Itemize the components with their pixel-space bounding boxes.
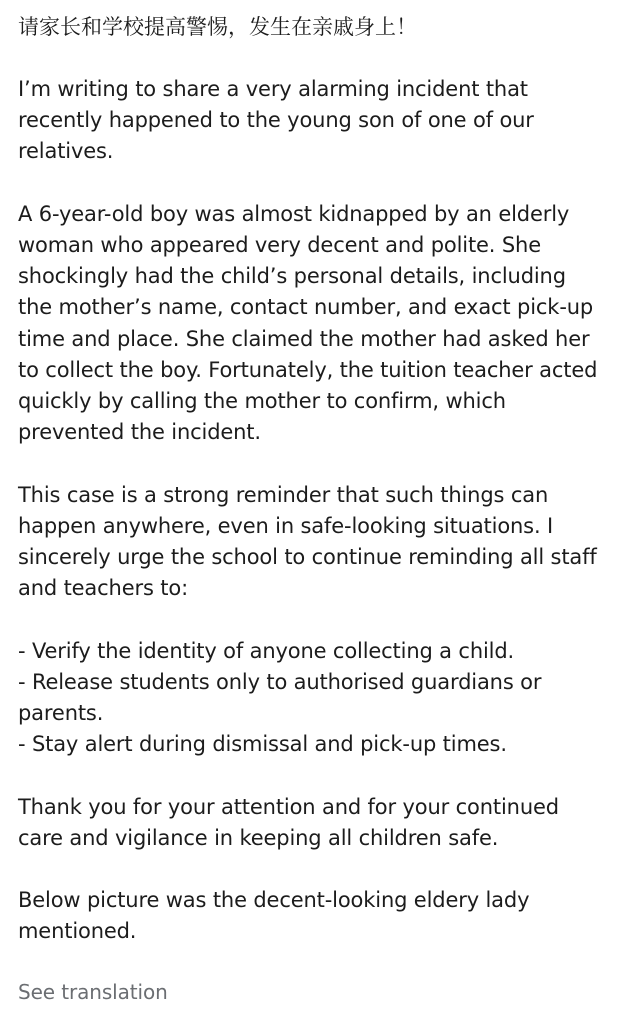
list-item: parents. [18, 701, 104, 726]
text-line: Below picture was the decent-looking eldery lady [18, 888, 530, 913]
text-line: recently happened to the young son of one of our [18, 108, 534, 133]
text-line: relatives. [18, 139, 114, 164]
text-line: mentioned. [18, 919, 137, 944]
text-line: the mother’s name, contact number, and exact pick-up [18, 295, 594, 320]
list-item: - Verify the identity of anyone collecting a child. [18, 638, 515, 663]
text-line: A 6-year-old boy was almost kidnapped by an elderly [18, 201, 570, 226]
text-line: This case is a strong reminder that such things can [18, 482, 549, 507]
text-line: prevented the incident. [18, 420, 261, 445]
text-line: sincerely urge the school to continue reminding all staff [18, 545, 597, 570]
text-line: and teachers to: [18, 576, 188, 601]
list-item: - Release students only to authorised guardians or [18, 669, 542, 694]
text-line: happen anywhere, even in safe-looking situations. I [18, 513, 554, 538]
list-item: - Stay alert during dismissal and pick-up times. [18, 732, 507, 757]
post-paragraph-thanks [18, 792, 630, 854]
see-translation-link[interactable]: See translation [18, 980, 168, 1004]
text-line: woman who appeared very decent and polite. She [18, 233, 541, 257]
text-line: care and vigilance in keeping all children safe. [18, 825, 499, 850]
text-line: quickly by calling the mother to confirm, which [18, 389, 506, 414]
post-paragraph-incident [18, 199, 630, 449]
text-line: time and place. She claimed the mother had asked her [18, 326, 590, 351]
post-paragraph-picture-note [18, 885, 630, 947]
post-paragraph-reminder [18, 480, 630, 605]
text-line: Thank you for your attention and for your continued [18, 794, 559, 819]
post-title: 请家长和学校提高警惕，发生在亲戚身上！ [18, 15, 417, 39]
post-body [18, 12, 630, 979]
post-checklist [18, 636, 630, 761]
text-line: I’m writing to share a very alarming incident that [18, 77, 528, 101]
text-line: shockingly had the child’s personal details, including [18, 264, 566, 289]
text-line: to collect the boy. Fortunately, the tuition teacher acted [18, 357, 598, 382]
post-paragraph-intro [18, 74, 630, 168]
